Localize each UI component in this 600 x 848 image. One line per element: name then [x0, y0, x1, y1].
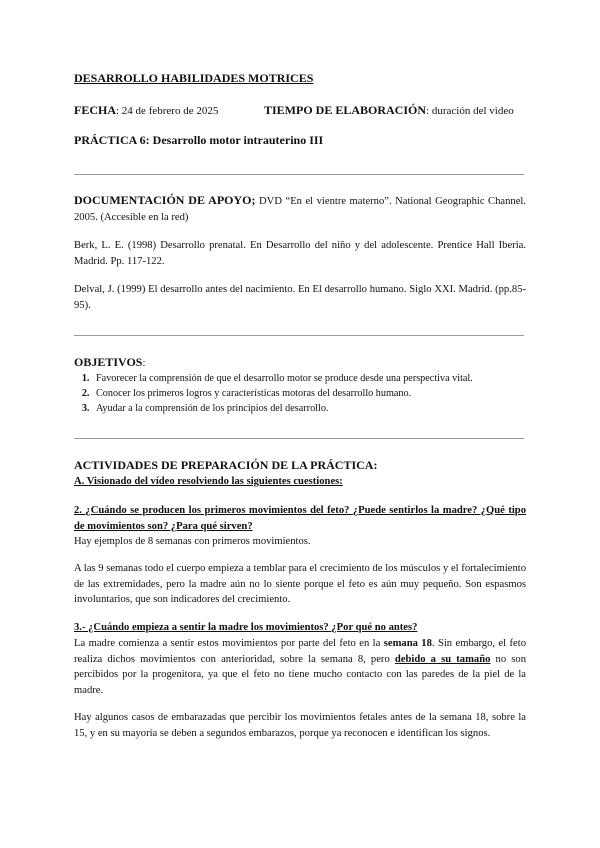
reference-delval: Delval, J. (1999) El desarrollo antes del nacimiento. En El desarrollo humano. Siglo XXI. Madrid. (pp.85-95). — [74, 284, 526, 311]
objetivo-item: 1. Favorecer la comprensión de que el desarrollo motor se produce desde una perspectiva vital. — [92, 371, 526, 386]
answer-3-bold-1: semana 18 — [383, 638, 432, 649]
fecha-value: : 24 de febrero de 2025 — [116, 105, 219, 117]
actividades-heading-text: ACTIVIDADES DE PREPARACIÓN DE LA PRÁCTICA: — [74, 458, 378, 472]
tiempo-label: TIEMPO DE ELABORACIÓN — [264, 103, 427, 117]
answer-3-part-2: . Sin embargo, el feto realiza dichos movimientos con anterioridad, sobre la semana 8, pero — [74, 638, 526, 665]
answer-3-part-3: no son percibidos por la progenitora, ya que el feto no tiene mucho contacto con las paredes de la piel de la madre. — [74, 653, 527, 696]
document-title — [74, 71, 526, 87]
objetivos-list — [74, 371, 526, 416]
actividades-heading — [74, 458, 526, 475]
question-3-text: 3.- ¿Cuándo empieza a sentir la madre los movimientos? ¿Por qué no antes? — [74, 622, 418, 633]
documentacion-text: DVD “En el vientre materno”. National Geographic Channel. 2005. (Accesible en la red) — [74, 196, 526, 223]
question-2 — [74, 503, 526, 534]
practica-title — [74, 133, 526, 149]
reference-berk: Berk, L. E. (1998) Desarrollo prenatal. En Desarrollo del niño y del adolescente. Prentice Hall Iberia. Madrid. Pp. 117-122. — [74, 240, 526, 267]
objetivo-item: 2. Conocer los primeros logros y características motoras del desarrollo humano. — [92, 386, 526, 401]
actividades-subheading — [74, 474, 526, 490]
divider-1 — [74, 174, 524, 175]
practica-title-text: PRÁCTICA 6: Desarrollo motor intrauterino III — [74, 133, 324, 147]
objetivos-colon: : — [142, 358, 146, 369]
documentacion-block — [74, 193, 526, 225]
documentacion-label: DOCUMENTACIÓN DE APOYO; — [74, 193, 256, 207]
question-3 — [74, 620, 526, 636]
objetivo-item: 3. Ayudar a la comprensión de los principios del desarrollo. — [92, 401, 526, 416]
fecha-label: FECHA — [74, 103, 116, 117]
divider-3 — [74, 438, 524, 439]
answer-2-line-1: Hay ejemplos de 8 semanas con primeros movimientos. — [74, 536, 311, 547]
divider-2 — [74, 335, 524, 336]
objetivos-label: OBJETIVOS — [74, 355, 143, 369]
answer-2-paragraph: A las 9 semanas todo el cuerpo empieza a temblar para el crecimiento de los músculos y el fortalecimiento de las extremidades, pero la madre aún no lo siente porque el feto es aún muy pequeño. Son espasmos involuntarios, que son indicadores del crecimiento. — [74, 563, 526, 605]
objetivos-heading — [74, 355, 526, 372]
actividades-subheading-text: A. Visionado del vídeo resolviendo las siguientes cuestiones: — [74, 476, 343, 487]
tiempo-value: : duración del video — [426, 105, 514, 117]
answer-3-paragraph-2: Hay algunos casos de embarazadas que percibir los movimientos fetales antes de la semana 18, sobre la 15, y en su mayoría se deben a segundos embarazos, porque ya reconocen e identifican los signos. — [74, 712, 526, 739]
answer-3-part-1: La madre comienza a sentir estos movimientos por parte del feto en la — [74, 638, 384, 649]
answer-3-paragraph — [74, 636, 526, 698]
question-2-text: 2. ¿Cuándo se producen los primeros movimientos del feto? ¿Puede sentirlos la madre? ¿Qué tipo de movimientos son? ¿Para qué sirven? — [74, 505, 526, 532]
answer-3-bold-2: debido a su tamaño — [394, 653, 491, 665]
header-row — [74, 103, 526, 120]
document-title-text: DESARROLLO HABILIDADES MOTRICES — [74, 71, 314, 85]
